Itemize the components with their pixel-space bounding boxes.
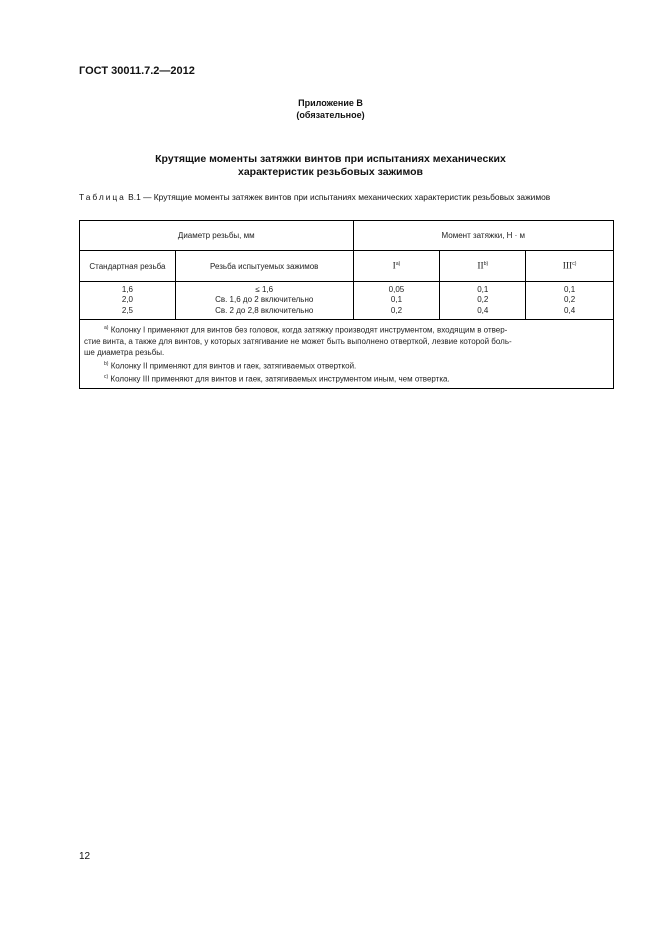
note-a-continuation-1: стие винта, а также для винтов, у которых затягивание не может быть выполнено отверткой, лезвие которой боль- bbox=[84, 336, 512, 346]
col-III-footnote-mark: c) bbox=[572, 260, 577, 267]
note-c-mark: c) bbox=[104, 373, 109, 380]
note-b-text: Колонку II применяют для винтов и гаек, затягиваемых отверткой. bbox=[110, 361, 357, 371]
header-col-II bbox=[440, 251, 526, 282]
table-cell: Св. 1,6 до 2 включительно bbox=[215, 295, 314, 305]
header-col-I bbox=[353, 251, 440, 282]
note-a-text: Колонку I применяют для винтов без головок, когда затяжку производят инструментом, входящим в отвер- bbox=[110, 325, 508, 335]
table-cell: 0,4 bbox=[564, 305, 576, 315]
header-diameter: Диаметр резьбы, мм bbox=[80, 221, 354, 251]
header-tested-thread: Резьба испытуемых зажимов bbox=[175, 251, 353, 282]
table-cell: 2,0 bbox=[121, 295, 133, 305]
table-cell: Св. 2 до 2,8 включительно bbox=[215, 305, 314, 315]
table-cell: 2,5 bbox=[121, 305, 133, 315]
note-b-mark: b) bbox=[104, 360, 109, 367]
table-header-row-2 bbox=[80, 251, 614, 282]
table-cell: 0,05 bbox=[388, 284, 405, 294]
note-a bbox=[84, 323, 609, 336]
table-cell: 0,1 bbox=[390, 295, 403, 305]
table-cell: 1,6 bbox=[121, 284, 133, 294]
standard-thread-cell bbox=[80, 282, 176, 320]
col-II-label: II bbox=[477, 261, 484, 272]
col-I-values-cell bbox=[353, 282, 440, 320]
table-caption-word: Таблица bbox=[79, 192, 126, 202]
table-caption bbox=[79, 192, 609, 203]
note-b bbox=[84, 359, 609, 372]
col-I-label: I bbox=[392, 261, 396, 272]
table-header-row-1 bbox=[80, 221, 614, 251]
standard-code: ГОСТ 30011.7.2—2012 bbox=[79, 65, 195, 77]
document-title bbox=[120, 153, 541, 179]
table-cell: 0,1 bbox=[477, 284, 489, 294]
table-cell: 0,1 bbox=[564, 284, 576, 294]
col-II-values-cell bbox=[440, 282, 526, 320]
header-torque: Момент затяжки, Н · м bbox=[353, 221, 613, 251]
note-c-text: Колонку III применяют для винтов и гаек, затягиваемых инструментом иным, чем отвертка. bbox=[110, 374, 450, 384]
annex-title: Приложение В bbox=[298, 98, 363, 108]
table-cell: 0,2 bbox=[564, 295, 576, 305]
table-cell: 0,4 bbox=[477, 305, 489, 315]
torque-table bbox=[79, 220, 614, 389]
table-caption-text: В.1 — Крутящие моменты затяжек винтов при испытаниях механических характеристик резьбовых зажимов bbox=[128, 192, 551, 202]
table-notes bbox=[80, 320, 614, 389]
table-values-row bbox=[80, 282, 614, 320]
col-III-label: III bbox=[562, 261, 573, 272]
note-a-mark: a) bbox=[104, 325, 109, 331]
note-a-continuation-2: ше диаметра резьбы. bbox=[84, 348, 165, 358]
table-cell: 0,2 bbox=[477, 295, 489, 305]
table-cell: 0,2 bbox=[390, 305, 403, 315]
title-line-1: Крутящие моменты затяжки винтов при испытаниях механических bbox=[155, 153, 506, 165]
table-notes-row bbox=[80, 320, 614, 389]
col-I-footnote-mark: a) bbox=[395, 260, 401, 267]
annex-subtitle: (обязательное) bbox=[296, 110, 365, 120]
title-line-2: характеристик резьбовых зажимов bbox=[238, 166, 423, 178]
tested-thread-cell bbox=[175, 282, 353, 320]
col-II-footnote-mark: b) bbox=[483, 260, 489, 267]
note-c bbox=[84, 372, 609, 385]
page-number: 12 bbox=[79, 851, 91, 862]
annex-heading bbox=[0, 97, 661, 121]
header-col-III bbox=[526, 251, 614, 282]
table-cell: ≤ 1,6 bbox=[255, 284, 274, 294]
col-III-values-cell bbox=[526, 282, 614, 320]
header-standard-thread: Стандартная резьба bbox=[80, 251, 176, 282]
